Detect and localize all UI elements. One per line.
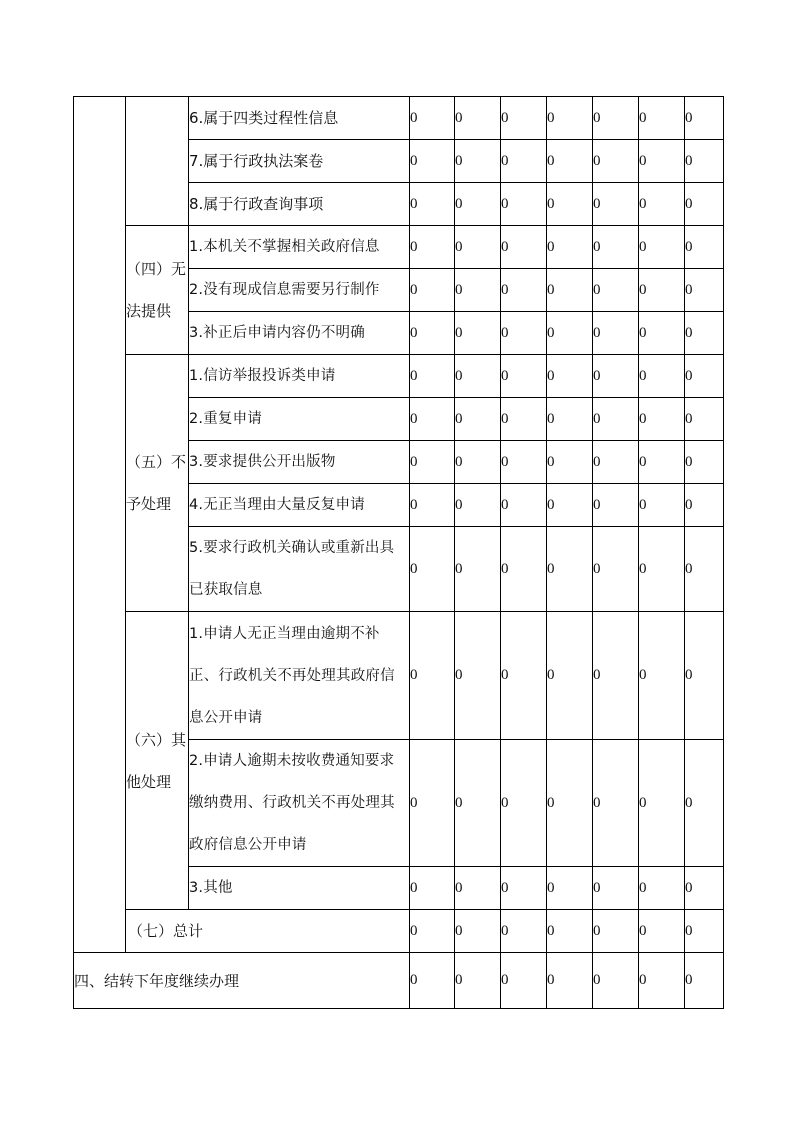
count-cell: 0 [685,441,724,484]
count-cell: 0 [593,269,639,312]
count-cell: 0 [410,953,455,1009]
count-cell: 0 [547,355,593,398]
count-cell: 0 [685,910,724,953]
count-cell: 0 [501,355,547,398]
count-cell: 0 [455,867,501,910]
count-cell: 0 [547,910,593,953]
row-label: 2.重复申请 [189,398,410,441]
group-label: （五）不予处理 [126,355,189,612]
group-merged-cell [126,97,189,226]
carryover-row [74,953,724,1009]
count-cell: 0 [501,269,547,312]
row-label: 1.申请人无正当理由逾期不补正、行政机关不再处理其政府信息公开申请 [189,612,410,740]
count-cell: 0 [639,527,685,612]
total-row [74,910,724,953]
count-cell: 0 [639,484,685,527]
group-label: （六）其他处理 [126,612,189,910]
count-cell: 0 [410,740,455,867]
row-label: 4.无正当理由大量反复申请 [189,484,410,527]
count-cell: 0 [685,398,724,441]
count-cell: 0 [455,527,501,612]
count-cell: 0 [547,226,593,269]
count-cell: 0 [639,953,685,1009]
count-cell: 0 [547,140,593,183]
count-cell: 0 [501,527,547,612]
count-cell: 0 [639,97,685,140]
count-cell: 0 [501,312,547,355]
row-label: 8.属于行政查询事项 [189,183,410,226]
count-cell: 0 [685,953,724,1009]
count-cell: 0 [685,269,724,312]
row-label: 2.没有现成信息需要另行制作 [189,269,410,312]
count-cell: 0 [639,910,685,953]
count-cell: 0 [547,612,593,740]
count-cell: 0 [501,867,547,910]
count-cell: 0 [455,740,501,867]
count-cell: 0 [593,910,639,953]
count-cell: 0 [501,398,547,441]
row-label: 6.属于四类过程性信息 [189,97,410,140]
count-cell: 0 [685,97,724,140]
count-cell: 0 [455,441,501,484]
count-cell: 0 [547,312,593,355]
table-row [74,612,724,740]
count-cell: 0 [593,226,639,269]
count-cell: 0 [455,484,501,527]
count-cell: 0 [593,740,639,867]
count-cell: 0 [547,484,593,527]
count-cell: 0 [593,527,639,612]
total-label: （七）总计 [126,910,410,953]
count-cell: 0 [593,441,639,484]
count-cell: 0 [593,612,639,740]
count-cell: 0 [410,97,455,140]
count-cell: 0 [410,355,455,398]
count-cell: 0 [593,183,639,226]
count-cell: 0 [455,398,501,441]
count-cell: 0 [639,612,685,740]
count-cell: 0 [501,226,547,269]
count-cell: 0 [547,97,593,140]
count-cell: 0 [593,312,639,355]
count-cell: 0 [685,226,724,269]
count-cell: 0 [547,441,593,484]
row-label: 2.申请人逾期未按收费通知要求缴纳费用、行政机关不再处理其政府信息公开申请 [189,740,410,867]
count-cell: 0 [501,612,547,740]
table-row [74,226,724,269]
count-cell: 0 [685,183,724,226]
count-cell: 0 [410,612,455,740]
count-cell: 0 [455,312,501,355]
count-cell: 0 [410,312,455,355]
count-cell: 0 [639,226,685,269]
count-cell: 0 [639,867,685,910]
count-cell: 0 [685,140,724,183]
count-cell: 0 [685,484,724,527]
count-cell: 0 [685,612,724,740]
count-cell: 0 [410,484,455,527]
count-cell: 0 [547,953,593,1009]
count-cell: 0 [501,183,547,226]
count-cell: 0 [410,398,455,441]
row-label: 3.其他 [189,867,410,910]
count-cell: 0 [639,355,685,398]
count-cell: 0 [547,398,593,441]
count-cell: 0 [593,953,639,1009]
count-cell: 0 [455,953,501,1009]
table-row [74,355,724,398]
count-cell: 0 [593,484,639,527]
count-cell: 0 [455,140,501,183]
count-cell: 0 [639,183,685,226]
count-cell: 0 [593,140,639,183]
count-cell: 0 [410,269,455,312]
count-cell: 0 [685,740,724,867]
count-cell: 0 [501,97,547,140]
count-cell: 0 [455,97,501,140]
count-cell: 0 [410,441,455,484]
count-cell: 0 [547,183,593,226]
count-cell: 0 [547,740,593,867]
row-label: 5.要求行政机关确认或重新出具已获取信息 [189,527,410,612]
count-cell: 0 [410,867,455,910]
count-cell: 0 [593,867,639,910]
count-cell: 0 [410,140,455,183]
count-cell: 0 [639,140,685,183]
count-cell: 0 [593,398,639,441]
count-cell: 0 [455,910,501,953]
count-cell: 0 [501,910,547,953]
count-cell: 0 [455,269,501,312]
row-label: 3.补正后申请内容仍不明确 [189,312,410,355]
count-cell: 0 [410,910,455,953]
count-cell: 0 [455,355,501,398]
count-cell: 0 [547,867,593,910]
count-cell: 0 [639,740,685,867]
count-cell: 0 [547,527,593,612]
disclosure-statistics-table [73,96,724,1009]
count-cell: 0 [639,269,685,312]
row-label: 1.信访举报投诉类申请 [189,355,410,398]
count-cell: 0 [455,612,501,740]
count-cell: 0 [501,484,547,527]
carryover-label: 四、结转下年度继续办理 [74,953,410,1009]
table-row [74,97,724,140]
count-cell: 0 [455,226,501,269]
outer-merged-cell [74,97,126,953]
count-cell: 0 [593,355,639,398]
count-cell: 0 [685,312,724,355]
count-cell: 0 [685,527,724,612]
count-cell: 0 [501,441,547,484]
count-cell: 0 [501,140,547,183]
count-cell: 0 [593,97,639,140]
row-label: 7.属于行政执法案卷 [189,140,410,183]
count-cell: 0 [639,398,685,441]
count-cell: 0 [455,183,501,226]
count-cell: 0 [501,740,547,867]
table-body [74,97,724,1009]
count-cell: 0 [410,226,455,269]
count-cell: 0 [547,269,593,312]
row-label: 3.要求提供公开出版物 [189,441,410,484]
count-cell: 0 [685,355,724,398]
count-cell: 0 [410,183,455,226]
row-label: 1.本机关不掌握相关政府信息 [189,226,410,269]
count-cell: 0 [685,867,724,910]
count-cell: 0 [410,527,455,612]
group-label: （四）无法提供 [126,226,189,355]
count-cell: 0 [501,953,547,1009]
count-cell: 0 [639,312,685,355]
count-cell: 0 [639,441,685,484]
